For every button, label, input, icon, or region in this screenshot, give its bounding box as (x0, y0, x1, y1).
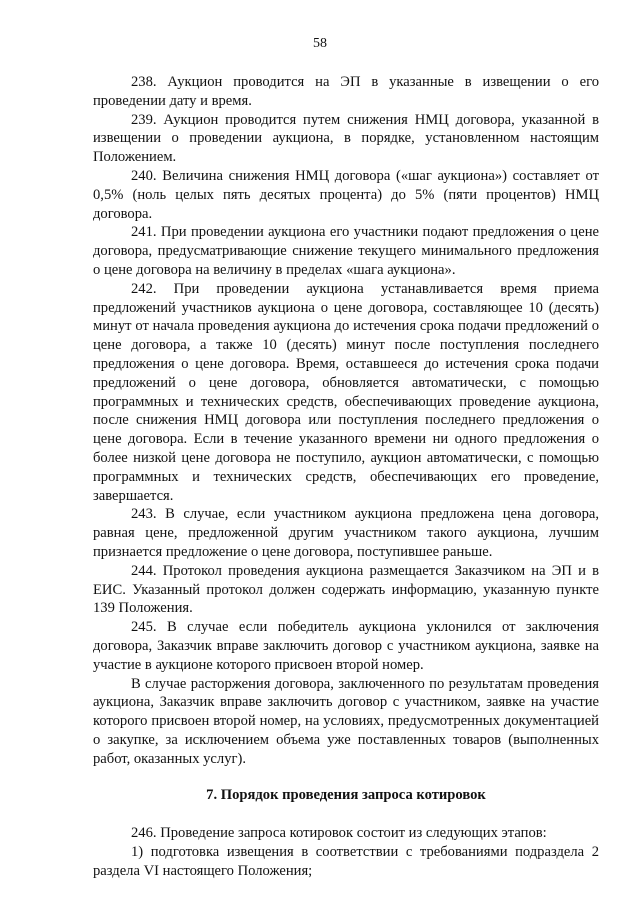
paragraph-241: 241. При проведении аукциона его участники подают предложения о цене договора, предусматривающие снижение текущего минимального предложения о цене договора на величину в пределах «шага аукциона». (93, 224, 599, 278)
section-heading: 7. Порядок проведения запроса котировок (206, 787, 486, 804)
paragraph-246: 246. Проведение запроса котировок состоит из следующих этапов: (131, 825, 547, 842)
paragraph-240: 240. Величина снижения НМЦ договора («шаг аукциона») составляет от 0,5% (ноль целых пять десятых процента) до 5% (пяти процентов) НМЦ договора. (93, 167, 599, 222)
list-item-1: 1) подготовка извещения в соответствии с требованиями подраздела 2 раздела VI настоящего Положения; (93, 844, 599, 879)
document-body (93, 73, 599, 881)
paragraph-239: 239. Аукцион проводится путем снижения НМЦ договора, указанной в извещении о проведении аукциона, в порядке, установленном настоящим Положением. (93, 111, 599, 166)
paragraph-244: 244. Протокол проведения аукциона размещается Заказчиком на ЭП и в ЕИС. Указанный протокол должен содержать информацию, указанную пункте 139 Положения. (93, 562, 599, 617)
paragraph-245-continuation: В случае расторжения договора, заключенного по результатам проведения аукциона, Заказчик вправе заключить договор с участником, заявке на участие которого присвоен второй номер, на условиях, предусмотренных документацией о закупке, за исключением объема уже поставленных товаров (выполненных работ, оказанных услуг). (93, 675, 599, 767)
paragraph-243: 243. В случае, если участником аукциона предложена цена договора, равная цене, предложенной другим участником такого аукциона, лучшим признается предложение о цене договора, поступившее раньше. (93, 506, 599, 560)
page-number: 58 (313, 36, 327, 51)
paragraph-245: 245. В случае если победитель аукциона уклонился от заключения договора, Заказчик вправе заключить договор с участником аукциона, заявке на участие в аукционе которого присвоен второй номер. (93, 619, 599, 673)
paragraph-238: 238. Аукцион проводится на ЭП в указанные в извещении о его проведении дату и время. (93, 74, 599, 109)
paragraph-242: 242. При проведении аукциона устанавливается время приема предложений участников аукциона о цене договора, составляющее 10 (десять) минут от начала проведения аукциона до истечения срока подачи предложений о цене договора, а также 10 (десять) минут после поступления последнего предложения о цене договора. Время, оставшееся до истечения срока подачи предложений о цене договора, обновляется автоматически, с помощью программных и технических средств, обеспечивающих проведение аукциона, после снижения НМЦ договора или поступления последнего предложения о цене договора. Если в течение указанного времени ни одного предложения о более низкой цене договора не поступило, аукцион автоматически, с помощью программных и технических средств, обеспечивающих его проведение, завершается. (93, 280, 599, 504)
